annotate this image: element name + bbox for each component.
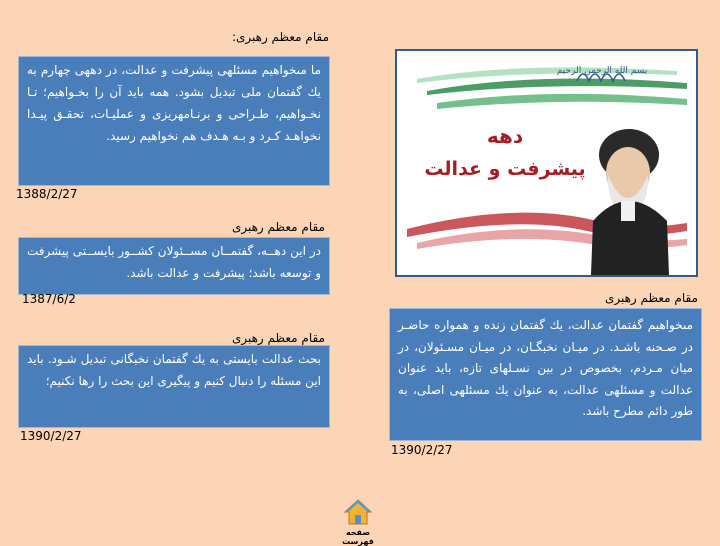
quote4-date: 1390/2/27 [391, 443, 453, 457]
quote1-speaker: مقام معظم رهبری: [231, 30, 329, 44]
calligraphy-text: بسم الله الرحمن الرحيم [556, 66, 648, 76]
quote2-box [18, 237, 330, 295]
quote2-date: 1387/6/2 [22, 292, 76, 306]
quote4-speaker: مقام معظم رهبری [604, 291, 698, 305]
home-button[interactable] [330, 498, 386, 546]
quote1-text: ما مىخواهيم مسئلهى پيشرفت و عدالت، در دههى چهارم به يك گفتمان ملى تبديل بشود. همه بايد آن را بخـواهيم؛ تـا نخـواهيم، طـراحى و برنـامهريزى و عمليـات، تحقـق پيـدا نخواهـد كـرد و بـه هـدف هم نخواهيم رسيد. [27, 63, 321, 143]
banner-image [395, 49, 698, 277]
home-label[interactable]: صفحه فهرست [342, 528, 374, 546]
quote4-text: مىخواهيم گفتمان عدالت، يك گفتمان زنده و همواره حاضـر در صـحنه باشـد. در ميـان نخبگـان، در ميـان مسـئولان، در ميان مـردم، بخصوص در بين نسـلهاى تازه، بايد عنوان عدالت و مسئلهى عدالت، به عنوان يك مسئلهى اصلى، به طور دائم مطرح باشد. [398, 318, 693, 418]
quote4-box [389, 308, 702, 441]
house-icon [343, 498, 373, 526]
banner-title-line2: پيشرفت و عدالت [424, 158, 586, 180]
quote3-box [18, 345, 330, 428]
portrait-figure [591, 129, 669, 275]
quote1-date: 1388/2/27 [16, 187, 78, 201]
quote2-speaker: مقام معظم رهبری [231, 220, 325, 234]
quote3-date: 1390/2/27 [20, 429, 82, 443]
quote3-speaker: مقام معظم رهبری [231, 331, 325, 345]
banner-title-line1: دهه [486, 124, 524, 148]
banner-graphic [397, 51, 696, 275]
quote2-text: در اين دهــه، گفتمــان مســئولان كشــور بايســتى پيشرفت و توسعه باشد؛ پيشرفت و عدالت باشد. [27, 244, 321, 280]
quote1-box [18, 56, 330, 186]
quote3-text: بحث عدالت بايستى به يك گفتمان نخبگانى تبديل شـود. بايد اين مسئله را دنبال كنيم و پيگيرى اين بحث را رها نكنيم؛ [27, 352, 321, 388]
